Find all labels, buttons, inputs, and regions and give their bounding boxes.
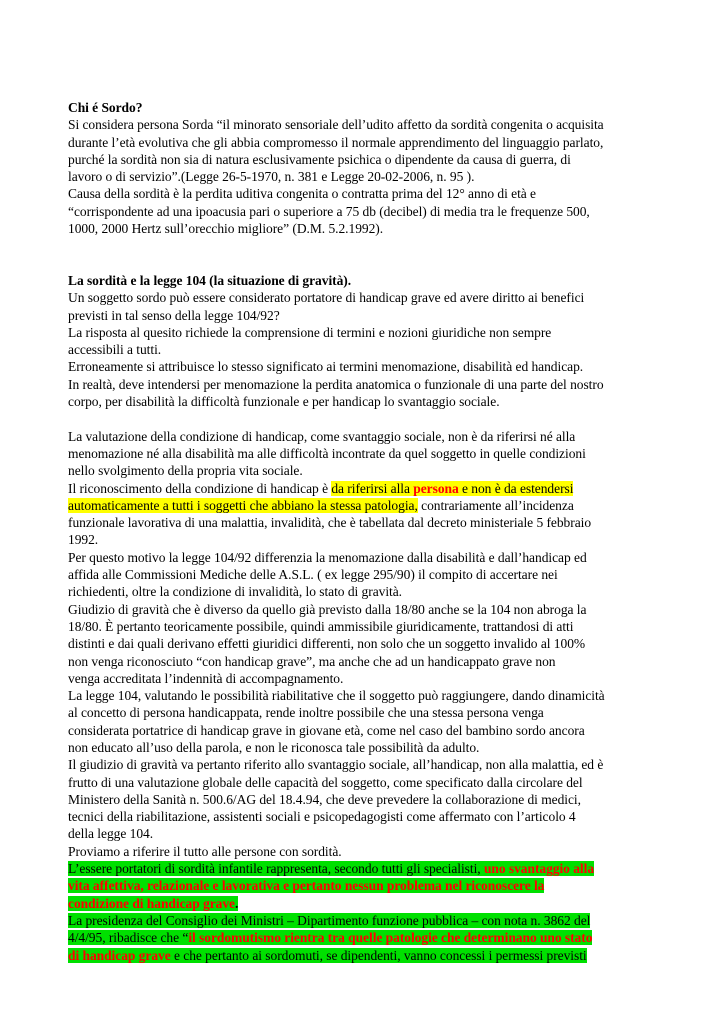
paragraph-line: Causa della sordità è la perdita uditiva congenita o contratta prima del 12° anno di età e [68, 186, 536, 202]
paragraph-line: durante l’età evolutiva che gli abbia compromesso il normale apprendimento del linguaggio parlato, [68, 134, 604, 150]
text-run: Il riconoscimento della condizione di handicap è [68, 480, 332, 496]
paragraph-line: Il giudizio di gravità va pertanto riferito allo svantaggio sociale, all’handicap, non alla malattia, ed è [68, 757, 604, 773]
highlighted-line [68, 480, 658, 497]
paragraph-line: “corrispondente ad una ipoacusia pari o superiore a 75 db (decibel) di media tra le frequenze 500, [68, 203, 590, 219]
green-highlighted-line [68, 860, 658, 877]
highlighted-line [68, 497, 658, 514]
paragraph-line: La valutazione della condizione di handicap, come svantaggio sociale, non è da riferirsi né alla [68, 428, 576, 444]
paragraph-line: previsti in tal senso della legge 104/92? [68, 307, 280, 323]
paragraph-line: 1992. [68, 532, 99, 548]
paragraph-line: corpo, per disabilità la difficoltà funzionale e per handicap lo svantaggio sociale. [68, 394, 500, 410]
paragraph-line: 1000, 2000 Hertz sull’orecchio migliore” (D.M. 5.2.1992). [68, 221, 384, 237]
paragraph-line: considerata portatrice di handicap grave in giovane età, come nel caso del bambino sordo ancora [68, 722, 585, 738]
paragraph-line: 18/80. È pertanto teoricamente possibile, quindi ammissibile giuridicamente, trattandosi di atti [68, 618, 574, 634]
paragraph-line: richiedenti, oltre la condizione di invalidità, lo stato di gravità. [68, 584, 403, 600]
green-highlighted-line [68, 947, 658, 964]
paragraph-line: Erroneamente si attribuisce lo stesso significato ai termini menomazione, disabilità ed handicap. [68, 359, 584, 375]
paragraph-line: purché la sordità non sia di natura esclusivamente psichica o dipendente da causa di guerra, di [68, 151, 571, 167]
paragraph-line: Per questo motivo la legge 104/92 differenzia la menomazione dalla disabilità e dall’handicap ed [68, 549, 587, 565]
paragraph-line: menomazione né alla disabilità ma alle difficoltà incontrate da quel soggetto in quelle condizioni [68, 445, 586, 461]
red-bold-text: di handicap grave [68, 947, 171, 963]
green-highlighted-line [68, 929, 658, 946]
paragraph-line: Si considera persona Sorda “il minorato sensoriale dell’udito affetto da sordità congenita o acquisita [68, 117, 604, 133]
yellow-highlight: automaticamente a tutti i soggetti che abbiano la stessa patologia, [68, 497, 418, 513]
green-highlight [68, 896, 238, 911]
paragraph-line: Un soggetto sordo può essere considerato portatore di handicap grave ed avere diritto ai benefici [68, 290, 585, 306]
green-highlighted-line [68, 895, 658, 912]
text-run: da riferirsi alla [331, 480, 414, 496]
spacer [68, 410, 658, 427]
section-title-legge-104: La sordità e la legge 104 (la situazione di gravità). [68, 272, 352, 288]
paragraph-line: lavoro o di servizio”.(Legge 26-5-1970, n. 381 e Legge 20-02-2006, n. 95 ). [68, 169, 475, 185]
green-highlighted-line [68, 877, 658, 894]
text-run: 4/4/95, ribadisce che “ [68, 930, 189, 946]
green-highlight [68, 930, 592, 945]
spacer [68, 237, 658, 272]
paragraph-line: nello svolgimento della propria vita sociale. [68, 463, 303, 479]
green-highlighted-line [68, 912, 658, 929]
green-highlight [68, 948, 587, 963]
paragraph-line: La risposta al quesito richiede la comprensione di termini e nozioni giuridiche non sempre [68, 324, 552, 340]
paragraph-line: venga accreditata l’indennità di accompagnamento. [68, 670, 344, 686]
paragraph-line: In realtà, deve intendersi per menomazione la perdita anatomica o funzionale di una parte del nostro [68, 376, 604, 392]
text-run: e non è da estendersi [458, 480, 574, 496]
paragraph-line: La legge 104, valutando le possibilità riabilitative che il soggetto può raggiungere, dando dinamicità [68, 688, 605, 704]
paragraph-line: Giudizio di gravità che è diverso da quello già previsto dalla 18/80 anche se la 104 non abroga la [68, 601, 587, 617]
paragraph-line: Ministero della Sanità n. 500.6/AG del 18.4.94, che deve prevedere la collaborazione di medici, [68, 791, 581, 807]
paragraph-line: non educato all’uso della parola, e non le riconosca tale possibilità da adulto. [68, 739, 480, 755]
paragraph-line: distinti e dai quali derivano effetti giuridici differenti, non solo che un soggetto invalido al 100% [68, 636, 586, 652]
red-bold-text: il sordomutismo rientra tra quelle patologie che determinano uno stato [188, 930, 593, 946]
yellow-highlight [331, 481, 573, 496]
paragraph-line: Proviamo a riferire il tutto alle persone con sordità. [68, 843, 342, 859]
red-bold-text: vita affettiva, relazionale e lavorativa e pertanto nessun problema nel riconoscere la [68, 878, 545, 894]
red-bold-text: persona [413, 480, 459, 496]
paragraph-line: della legge 104. [68, 826, 154, 842]
paragraph-line: frutto di una valutazione globale delle capacità del soggetto, come specificato dalla circolare del [68, 774, 583, 790]
document-page [68, 99, 658, 964]
green-highlight [68, 878, 544, 893]
paragraph-line: funzionale lavorativa di una malattia, invalidità, che è tabellata dal decreto ministeriale 5 febbraio [68, 515, 592, 531]
green-highlight: La presidenza del Consiglio dei Ministri – Dipartimento funzione pubblica – con nota n. 3862 del [68, 912, 591, 928]
paragraph-line: non venga riconosciuto “con handicap grave”, ma anche che ad un handicappato grave non [68, 653, 556, 669]
section-title-chi-e-sordo: Chi é Sordo? [68, 100, 143, 115]
paragraph-line: tecnici della riabilitazione, assistenti sociali e psicopedagogisti come affermato con l’articolo 4 [68, 809, 576, 825]
text-run: L’essere portatori di sordità infantile rappresenta, secondo tutti gli specialisti, [68, 861, 484, 877]
text-run: . [235, 895, 239, 911]
paragraph-line: affida alle Commissioni Mediche delle A.S.L. ( ex legge 295/90) il compito di accertare nei [68, 567, 558, 583]
paragraph-line: al concetto di persona handicappata, rende inoltre possibile che una stessa persona venga [68, 705, 544, 721]
red-bold-text: uno svantaggio alla [483, 861, 595, 877]
paragraph-line: accessibili a tutti. [68, 342, 162, 358]
text-run: contrariamente all’incidenza [417, 497, 574, 513]
green-highlight [68, 861, 594, 876]
text-run: e che pertanto ai sordomuti, se dipendenti, vanno concessi i permessi previsti [170, 947, 587, 963]
red-bold-text: condizione di handicap grave [68, 895, 235, 911]
